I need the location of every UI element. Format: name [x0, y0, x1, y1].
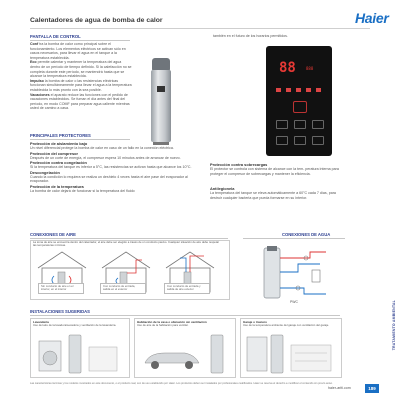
- power-button[interactable]: [293, 101, 307, 113]
- sobrecarga-block: Protección contra sobrecargas El protector se controla con sistema de alcance con la tem- peratura interna para proteger el compresor de sobrecargas y mantener la eficiencia.: [210, 162, 339, 176]
- protector-item: Protección de la temperatura La bomba de calor dejará de funcionar si la temperatura del fluido: [30, 183, 135, 193]
- antilegionela-block: Antilegionela La temperatura del tanque se eleva automáticamente a 60°C cada 7 días, para destruir cualquier bacteria que pueda formarse en su interior.: [210, 186, 336, 200]
- indicator-icon: [276, 88, 281, 92]
- indicator-icon: [316, 88, 321, 92]
- air-label-3: Con conducto de entrada y salida de aire exterior: [164, 283, 210, 294]
- protector-item: Protección del compresor Después de un corte de energía, el compresor espera 10 minutos antes de arrancar de nuevo.: [30, 150, 181, 160]
- indicator-icon: [286, 88, 291, 92]
- side-section-label: TRATAMIENTO AMBIENTAL: [392, 300, 396, 351]
- haier-logo: Haier: [355, 10, 389, 26]
- mode-button[interactable]: [276, 120, 288, 129]
- installation-card-garaje: Garaje o trastero Uso de la temperatura ambiente del garaje con ventilación del garaje.: [240, 318, 342, 378]
- pantalla-paragraph: Impulso la bomba de calor o las resistencias eléctricas funcionan simultáneamente para llevar el agua a la temperatura establecida lo más pronto con la sea posible.: [30, 78, 132, 92]
- up-button[interactable]: [294, 120, 306, 129]
- principales-rule: [30, 139, 130, 140]
- protector-item: Protección contra congelación Si la temperatura del tanque es inferior a 5°C, las resistencias se activan hasta que alcance los 10°C.: [30, 160, 192, 170]
- laundry-illustration: [31, 331, 129, 375]
- installation-card-habitacion: Habitación de la casa o ubicación sin ventilación Uso de aire de la habitación para ventilar.: [134, 318, 236, 378]
- principales-list: [30, 141, 192, 194]
- footer-note: Las características técnicas y los modelos mostrados en este documento, o el producto real, son de uso establecido por Haier. Los productos deben ser instalados por profesionales cualificados. Haier se reserva el derecho a modificar el contenido sin previo aviso.: [30, 382, 333, 385]
- room-illustration: [135, 331, 235, 375]
- conexiones-agua-rule: [243, 238, 345, 239]
- page-number: 189: [365, 384, 379, 393]
- display-readout: 88: [279, 60, 296, 76]
- pantalla-paragraph: Conf tra la bomba de calor como principal sobre el funcionamiento. Los elementos eléctricos se activan sólo en casos necesarios, para llevar el agua en el tanque a la temperatura establecida.: [30, 42, 126, 60]
- air-label-1: Sin conducto de aire en el interior, en el interior: [38, 283, 84, 294]
- vacation-button[interactable]: [312, 136, 324, 145]
- protector-item: Protección de aislamiento bajo Un nivel diferencial protege la bomba de calor en caso de un fallo en la conexión eléctrica.: [30, 141, 174, 150]
- indicator-icon: [306, 88, 311, 92]
- pantalla-body: [30, 42, 132, 111]
- pantalla-paragraph: Eco permite calentar y mantener la temperatura del agua dentro de un período de tiempo definido. Si la calefacción no se completa durante este período, se mantendrá hasta que se alcance la temperatura establecida.: [30, 60, 132, 79]
- conexiones-aire-heading: CONEXIONES DE AIRE: [30, 232, 76, 237]
- pantalla-rule: [30, 40, 130, 41]
- protector-item: Descongelación Cuando la condición lo requiera se realiza un deshielo 4 veces hasta el aire pase del evaporador al evaporador.: [30, 169, 188, 184]
- right-top-text: también en el futuro de los horarios permitidos.: [213, 34, 288, 38]
- air-label-2: Con conducto de entrada, salida en el exterior: [100, 283, 146, 294]
- pantalla-paragraph: Vacaciones el aparato reduce las funciones con el pedido de vacaciones establecidos. Se fuman el día antes del final del período, en modo COMF para preparar agua caliente mientras usted de camino a casa.: [30, 92, 130, 111]
- pantalla-heading: PANTALLA DE CONTROL: [30, 34, 81, 39]
- garage-illustration: [241, 331, 341, 375]
- water-diagram-label: PWC: [290, 300, 298, 304]
- timer-button[interactable]: [276, 136, 288, 145]
- down-button[interactable]: [312, 120, 324, 129]
- principales-heading: PRINCIPALES PROTECTORES: [30, 133, 91, 138]
- display-small-readout: 888: [306, 66, 314, 71]
- conexiones-aire-rule: [30, 238, 228, 239]
- header-divider: [30, 28, 370, 29]
- water-connection-diagram: [250, 244, 340, 304]
- control-display-panel: [266, 46, 332, 156]
- installation-card-lavanderia: Lavandería Uso del aire de la lavadora/secadora y ventilación de la lavandería.: [30, 318, 130, 378]
- water-heater-image: [143, 56, 179, 148]
- clock-button[interactable]: [294, 136, 306, 145]
- instalaciones-heading: INSTALACIONES SUGERIDAS: [30, 309, 90, 314]
- conexiones-aire-caption: La toma de aire se encuentra dentro del calentador, el aire debe ser elegido a través de un conducto pasivo. Cualquier situación de aire debe respetar las temperaturas mínimas.: [33, 240, 220, 248]
- page-title: Calentadores de agua de bomba de calor: [30, 17, 163, 24]
- conexiones-agua-heading: CONEXIONES DE AGUA: [282, 232, 331, 237]
- instalaciones-rule: [30, 315, 340, 316]
- indicator-icon: [296, 88, 301, 92]
- footer-url[interactable]: haier-ariti.com: [328, 386, 351, 390]
